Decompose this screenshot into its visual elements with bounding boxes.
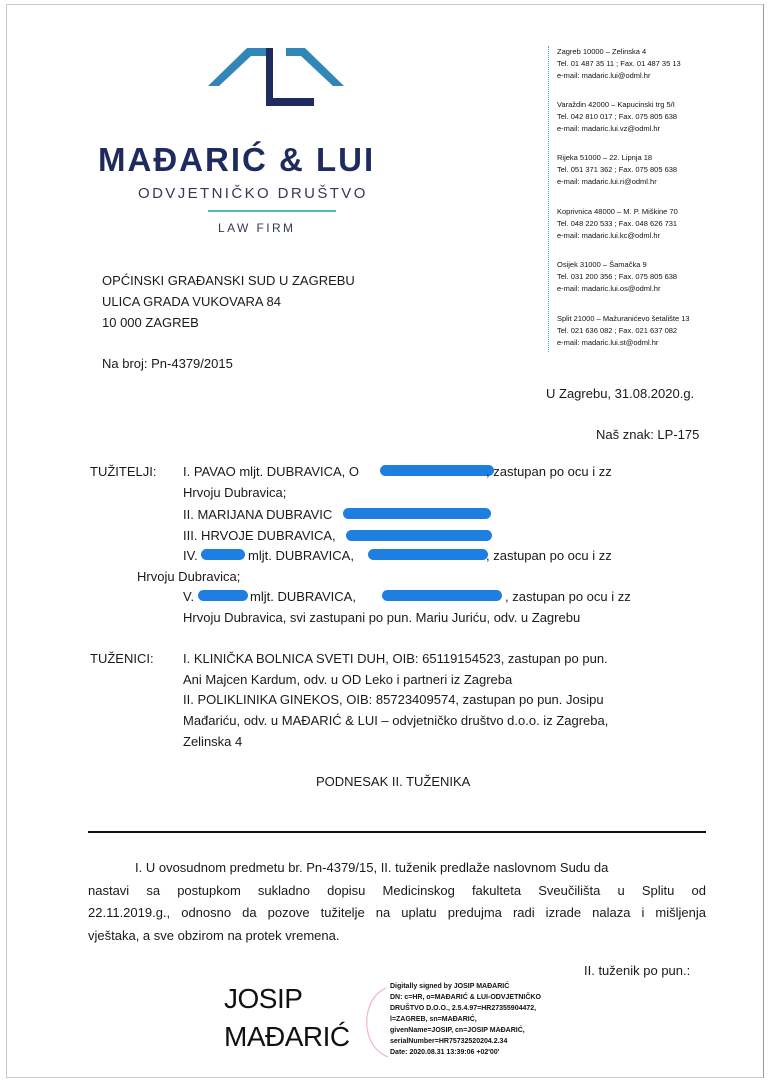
signature-first-name: JOSIP (224, 983, 303, 1014)
plaintiff-1-rep: , zastupan po ocu i zz (486, 464, 612, 479)
brand-tagline: LAW FIRM (218, 221, 296, 235)
body-line: 22.11.2019.g., odnosno da pozove tužitelje na uplatu predujma radi izrade nalaza i mišljenja (88, 905, 706, 920)
signature-last-name: MAĐARIĆ (224, 1021, 350, 1052)
defendant-2-address: Zelinska 4 (183, 734, 243, 749)
plaintiff-4-prefix: IV. (183, 548, 198, 563)
redaction-mark (343, 508, 491, 519)
recipient-street: ULICA GRADA VUKOVARA 84 (102, 294, 281, 309)
office-rijeka: Rijeka 51000 – 22. Lipnja 18 Tel. 051 371 362 ; Fax. 075 805 638 e-mail: madaric.lui.ri@odml.hr (557, 153, 678, 186)
plaintiff-1-name: I. PAVAO mljt. DUBRAVICA, O (183, 464, 360, 479)
body-paragraph (88, 857, 706, 947)
defendant-1: I. KLINIČKA BOLNICA SVETI DUH, OIB: 65119154523, zastupan po pun. (183, 651, 608, 666)
plaintiffs-counsel: Hrvoju Dubravica, svi zastupani po pun. Mariu Juriću, odv. u Zagrebu (183, 610, 581, 625)
plaintiff-3-name: III. HRVOJE DUBRAVICA, (183, 528, 336, 543)
office-split: Split 21000 – Mažuranićevo šetalište 13 Tel. 021 636 082 ; Fax. 021 637 082 e-mail: madaric.lui.st@odml.hr (557, 314, 690, 347)
our-reference: Naš znak: LP-175 (596, 427, 700, 442)
plaintiffs-label: TUŽITELJI: (90, 464, 157, 479)
office-koprivnica: Koprivnica 48000 – M. P. Miškine 70 Tel. 048 220 533 ; Fax. 048 626 731 e-mail: madaric.lui.kc@odml.hr (557, 207, 678, 240)
office-varazdin: Varaždin 42000 – Kapucinski trg 5/I Tel. 042 810 017 ; Fax. 075 805 638 e-mail: madaric.lui.vz@odml.hr (557, 100, 678, 133)
body-line: vještaka, a sve obzirom na protek vremena. (88, 927, 340, 943)
defendant-2: II. POLIKLINIKA GINEKOS, OIB: 85723409574, zastupan po pun. Josipu (183, 692, 604, 707)
office-osijek: Osijek 31000 – Šamačka 9 Tel. 031 200 356 ; Fax. 075 805 638 e-mail: madaric.lui.os@odml.hr (557, 260, 678, 293)
plaintiff-5-rep: , zastupan po ocu i zz (505, 589, 631, 604)
brand-subtitle: ODVJETNIČKO DRUŠTVO (138, 185, 368, 202)
plaintiff-4-name: mljt. DUBRAVICA, (248, 548, 354, 563)
recipient-court: OPĆINSKI GRAĐANSKI SUD U ZAGREBU (102, 273, 355, 288)
defendants-label: TUŽENICI: (90, 651, 154, 666)
redaction-mark (201, 549, 245, 560)
plaintiff-5-name: mljt. DUBRAVICA, (250, 589, 356, 604)
plaintiff-4-rep: , zastupan po ocu i zz (486, 548, 612, 563)
redaction-mark (198, 590, 248, 601)
brand-divider (208, 210, 336, 212)
submission-title: PODNESAK II. TUŽENIKA (316, 774, 471, 789)
firm-logo-icon (208, 42, 344, 112)
defendant-2-counsel: Mađariću, odv. u MAĐARIĆ & LUI – odvjetničko društvo d.o.o. iz Zagreba, (183, 713, 609, 728)
plaintiff-1-rep-cont: Hrvoju Dubravica; (183, 485, 287, 500)
office-list (548, 46, 749, 352)
plaintiff-5-prefix: V. (183, 589, 195, 604)
defendant-1-counsel: Ani Majcen Kardum, odv. u OD Leko i partneri iz Zagreba (183, 672, 513, 687)
recipient-city: 10 000 ZAGREB (102, 315, 199, 330)
case-reference: Na broj: Pn-4379/2015 (102, 356, 233, 371)
redaction-mark (368, 549, 488, 560)
digital-signature-details: Digitally signed by JOSIP MAĐARIĆ DN: c=HR, o=MAĐARIĆ & LUI-ODVJETNIČKO DRUŠTVO D.O.O., 2.5.4.97=HR27355904472, l=ZAGREB, sn=MAĐARIĆ, givenName=JOSIP, cn=JOSIP MAĐARIĆ, serialNumber=HR75732520204.2.34 Date: 2020.08.31 13:39:06 +02'00' (390, 983, 541, 1056)
body-line: nastavi sa postupkom sukladno dopisu Medicinskog fakulteta Sveučilišta u Splitu od (88, 882, 706, 898)
plaintiff-4-rep-cont: Hrvoju Dubravica; (137, 569, 241, 584)
body-line: I. U ovosudnom predmetu br. Pn-4379/15, II. tuženik predlaže naslovnom Sudu da (135, 860, 609, 875)
section-divider (88, 831, 706, 833)
date-line: U Zagrebu, 31.08.2020.g. (546, 386, 695, 401)
office-zagreb: Zagreb 10000 – Zelinska 4 Tel. 01 487 35 11 ; Fax. 01 487 35 13 e-mail: madaric.lui@odml.hr (557, 47, 681, 80)
redaction-mark (382, 590, 502, 601)
redaction-mark (380, 465, 494, 476)
closing-line: II. tuženik po pun.: (584, 963, 691, 978)
redaction-mark (346, 530, 492, 541)
brand-name: MAĐARIĆ & LUI (98, 141, 376, 178)
plaintiff-2-name: II. MARIJANA DUBRAVIC (183, 507, 333, 522)
